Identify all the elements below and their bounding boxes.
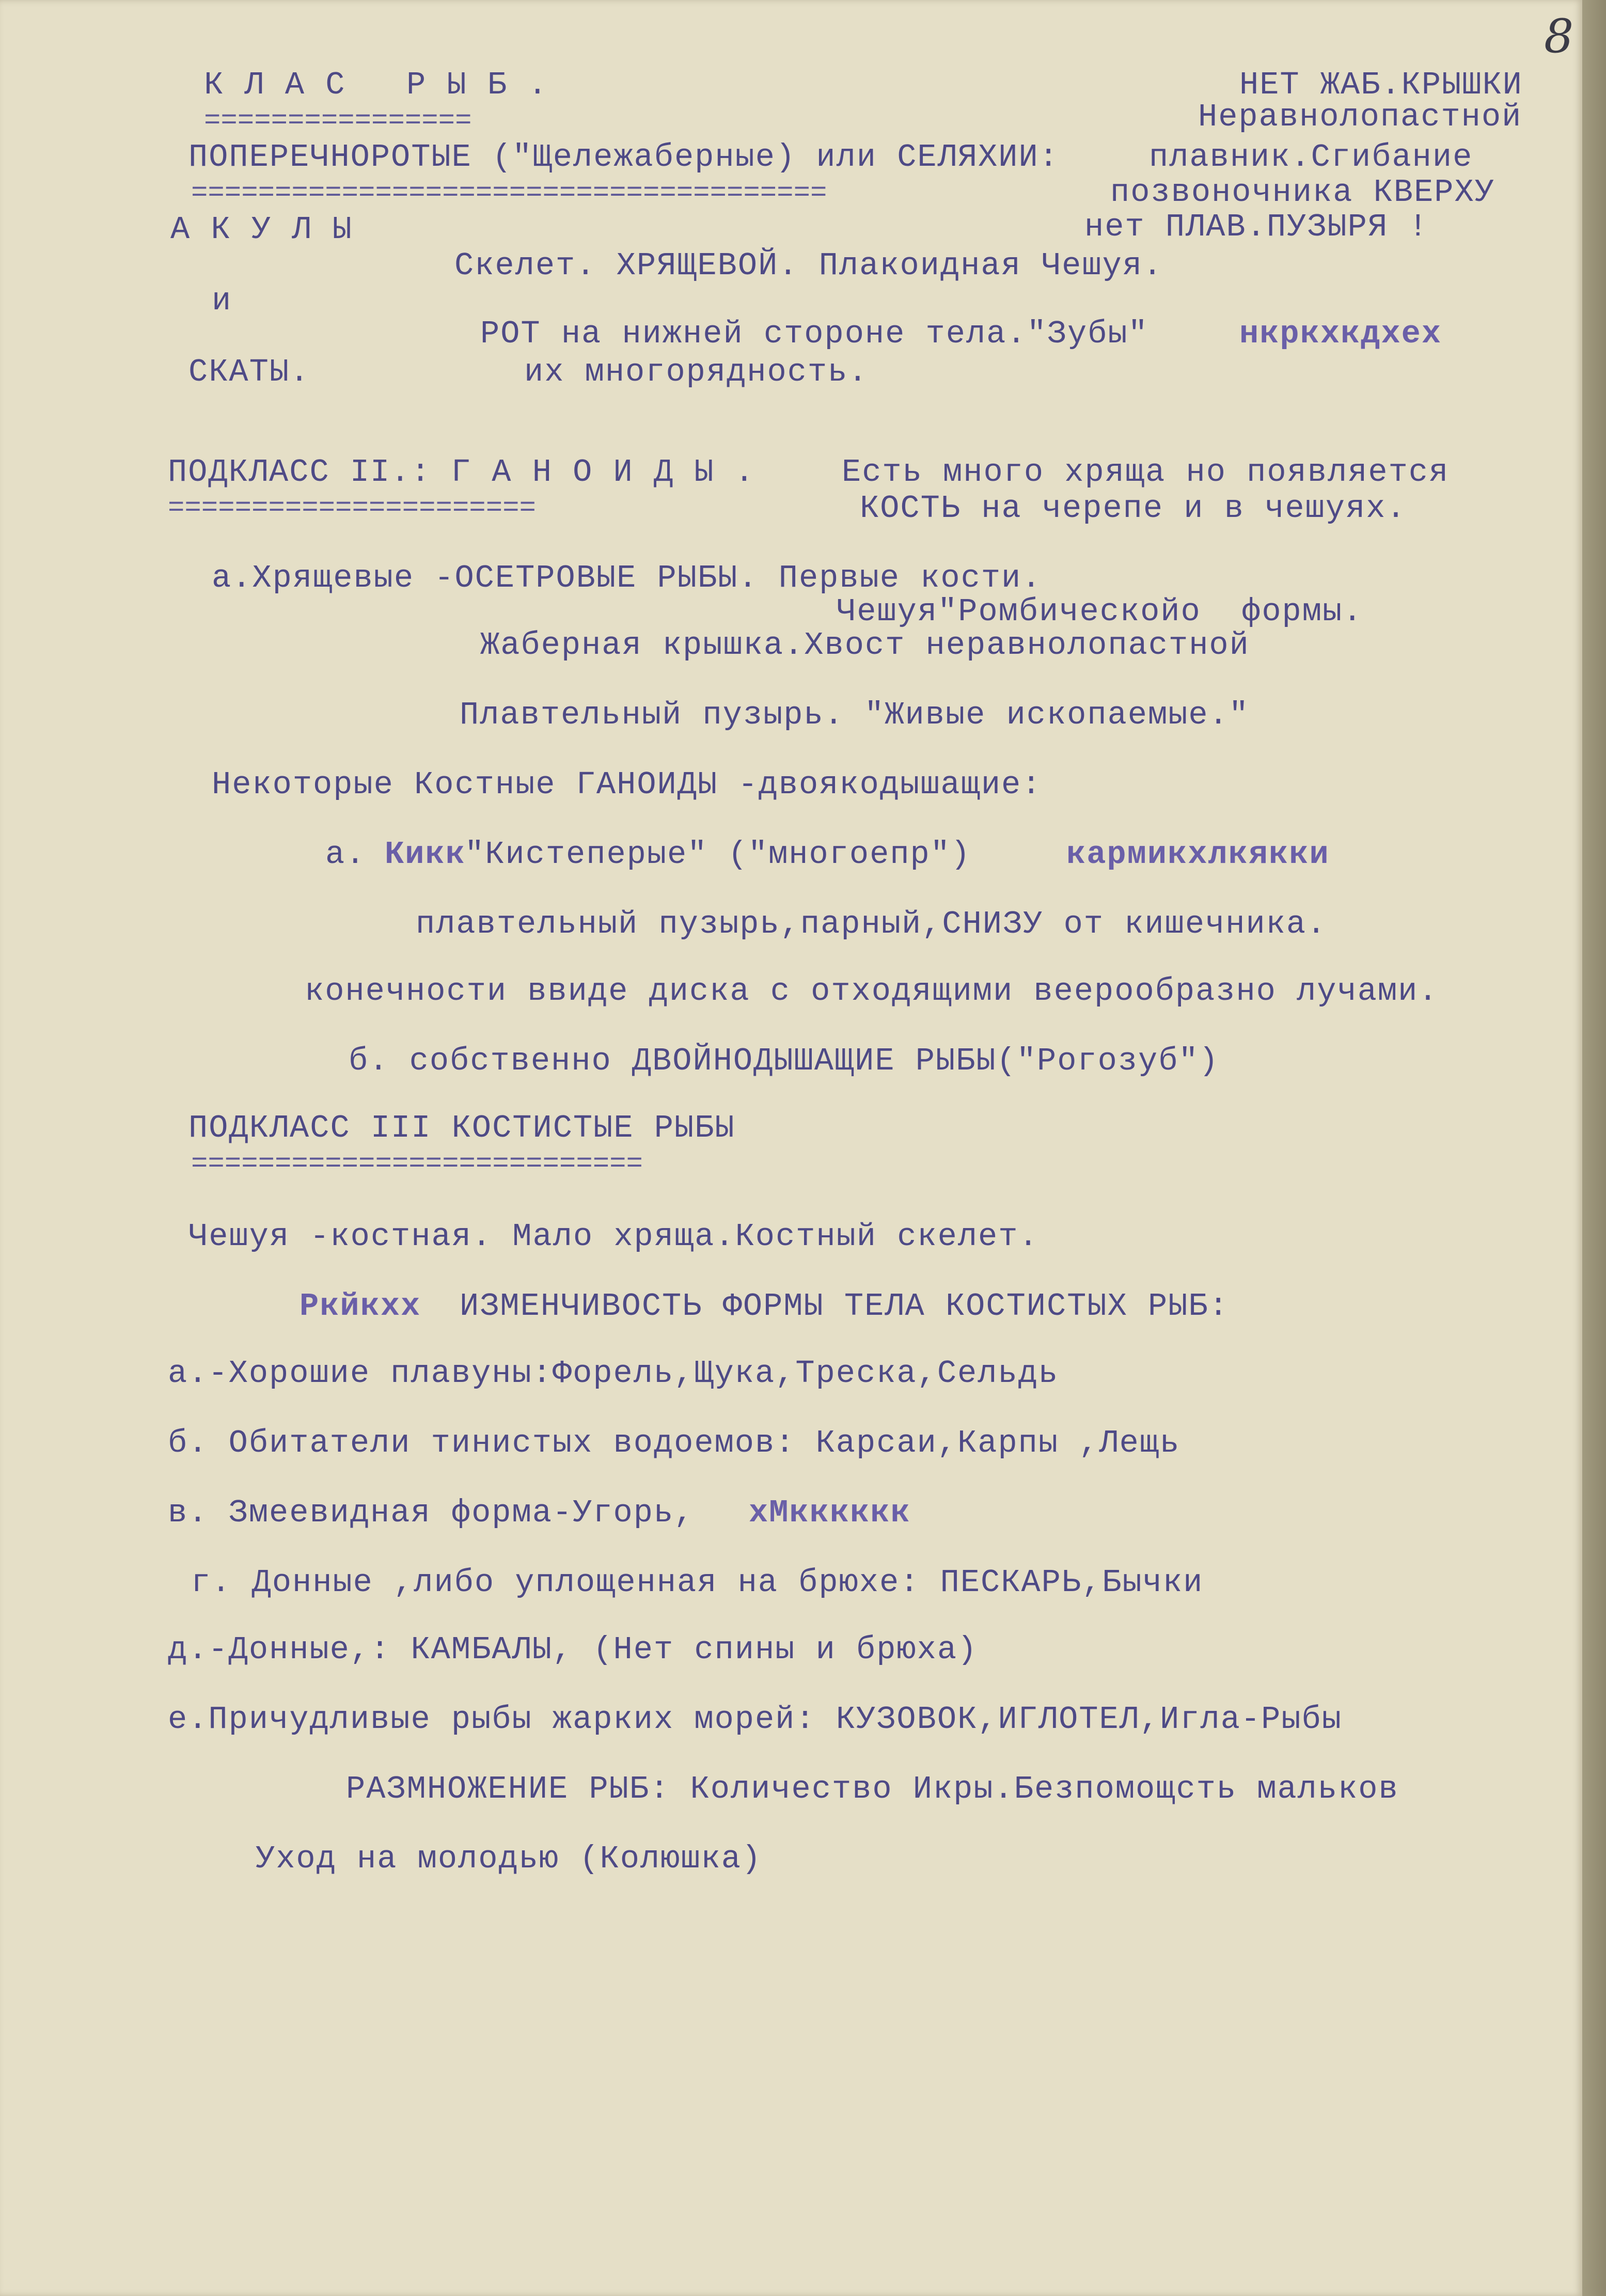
sharks-label: А К У Л Ы <box>170 211 353 248</box>
lungfish-line: б. собственно ДВОЙНОДЫШАЩИЕ РЫБЫ("Рогозуб") <box>349 1043 1219 1079</box>
variability-struck-text: Ркйкхх <box>300 1288 421 1325</box>
mouth-struck-text: нкркхкдхех <box>1239 316 1442 352</box>
rhombic-scales-line: Чешуя"Ромбическойо формы. <box>837 593 1363 630</box>
rays-label: СКАТЫ. <box>188 354 310 390</box>
variability-heading: ИЗМЕНЧИВОСТЬ ФОРМЫ ТЕЛА КОСТИСТЫХ РЫБ: <box>460 1288 1229 1325</box>
lobe-fin-line: "Кистеперые" ("многоепр") <box>465 836 971 873</box>
limbs-line: конечности ввиде диска с отходящими веерообразно лучами. <box>305 973 1439 1010</box>
lobe-fin-prefix: а. <box>325 836 366 873</box>
page-number: 8 <box>1544 9 1574 64</box>
title-underline: ================ <box>204 111 472 132</box>
and-label: и <box>212 282 232 319</box>
paired-bladder-line: плавтельный пузырь,парный,СНИЗУ от кишечника. <box>416 906 1327 942</box>
subclass1-right-note: плавник.Сгибание <box>1149 139 1473 176</box>
subclass3-heading: ПОДКЛАСС III КОСТИСТЫЕ РЫБЫ <box>188 1110 735 1146</box>
subclass3-underline: =========================== <box>191 1154 643 1175</box>
subclass2-heading: ПОДКЛАСС II.: Г А Н О И Д Ы . <box>168 454 755 491</box>
subclass1-right-note-2: позвоночника КВЕРХУ <box>1110 174 1495 211</box>
right-note-line-1: НЕТ ЖАБ.КРЫШКИ <box>1239 67 1523 103</box>
list-item: д.-Донные,: КАМБАЛЫ, (Нет спины и брюха) <box>168 1631 978 1668</box>
swim-bladder-line: Плавтельный пузырь. "Живые ископаемые." <box>460 697 1250 733</box>
bony-ganoids-line: Некоторые Костные ГАНОИДЫ -двоякодышащие: <box>212 766 1042 803</box>
lobe-fin-struck-1: Кикк <box>385 836 466 873</box>
mouth-line: РОТ на нижней стороне тела."Зубы" <box>480 316 1148 352</box>
list-item: е.Причудливые рыбы жарких морей: КУЗОВОК,ИГЛОТЕЛ,Игла-Рыбы <box>168 1701 1342 1738</box>
reproduction-line: РАЗМНОЖЕНИЕ РЫБ: Количество Икры.Безпомощсть мальков <box>346 1771 1399 1807</box>
list-item: б. Обитатели тинистых водоемов: Карсаи,Карпы ,Лещь <box>168 1425 1180 1461</box>
subclass2-heading-right-2: КОСТЬ на черепе и в чешуях. <box>860 490 1407 527</box>
parental-care-line: Уход на молодью (Колюшка) <box>256 1841 762 1877</box>
subclass2-underline: ====================== <box>168 498 536 519</box>
lobe-fin-struck-2: кармикхлкякки <box>1066 836 1330 873</box>
skeleton-line: Скелет. ХРЯЩЕВОЙ. Плакоидная Чешуя. <box>454 247 1163 284</box>
right-note-line-2: Неравнолопастной <box>1198 99 1522 135</box>
cartilaginous-ganoids-line: а.Хрящевые -ОСЕТРОВЫЕ РЫБЫ. Первые кости. <box>212 560 1042 596</box>
bony-scales-line: Чешуя -костная. Мало хряща.Костный скелет. <box>188 1218 1039 1255</box>
mouth-line-2: их многорядность. <box>524 354 869 390</box>
page-title: К Л А С Р Ы Б . <box>204 67 548 103</box>
list-item: а.-Хорошие плавуны:Форель,Щука,Треска,Сельдь <box>168 1355 1059 1392</box>
list-item-struck-text: хМкккккк <box>749 1495 911 1531</box>
subclass2-heading-right: Есть много хряща но появляется <box>842 454 1450 491</box>
right-note-line-3: нет ПЛАВ.ПУЗЫРЯ ! <box>1084 209 1429 245</box>
list-item: г. Донные ,либо уплощенная на брюхе: ПЕСКАРЬ,Бычки <box>191 1564 1204 1601</box>
subclass1-underline: ====================================== <box>191 183 827 204</box>
gill-cover-line: Жаберная крышка.Хвост неравнолопастной <box>480 627 1250 664</box>
paper-edge <box>1582 0 1606 2296</box>
list-item: в. Змеевидная форма-Угорь, <box>168 1495 695 1531</box>
subclass1-heading: ПОПЕРЕЧНОРОТЫЕ ("Щележаберные) или СЕЛЯХИИ: <box>188 139 1059 176</box>
